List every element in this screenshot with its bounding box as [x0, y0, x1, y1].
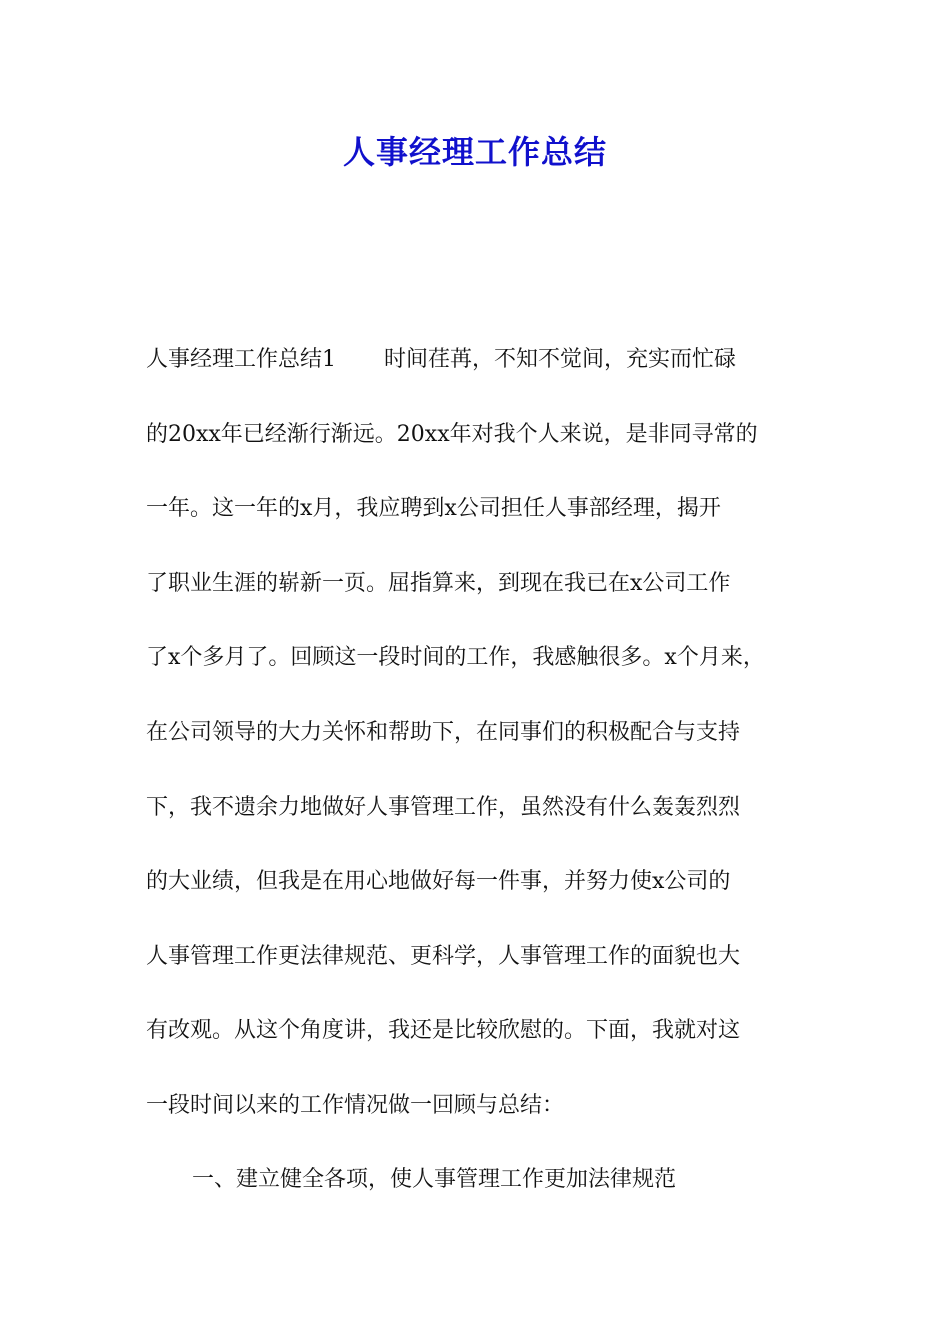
paragraph-line-3: 一年。这一年的x月，我应聘到x公司担任人事部经理，揭开 [146, 496, 721, 522]
paragraph-line-11: 一段时间以来的工作情况做一回顾与总结： [146, 1092, 565, 1118]
paragraph-line-2: 的20xx年已经渐行渐远。20xx年对我个人来说，是非同寻常的 [146, 421, 758, 447]
paragraph-line-1 [146, 340, 818, 415]
paragraph-line-8: 的大业绩，但我是在用心地做好每一件事，并努力使x公司的 [146, 869, 731, 895]
paragraph-line-7: 下，我不遗余力地做好人事管理工作，虽然没有什么轰轰烈烈 [146, 794, 741, 820]
subtitle: 人事经理工作总结1 [146, 347, 336, 372]
paragraph-line-10: 有改观。从这个角度讲，我还是比较欣慰的。下面，我就对这 [146, 1018, 741, 1044]
body-paragraph [146, 340, 818, 1161]
section-heading: 一、建立健全各项，使人事管理工作更加法律规范 [192, 1167, 677, 1192]
paragraph-line-1-text: 时间荏苒，不知不觉间，充实而忙碌 [384, 347, 737, 372]
paragraph-line-9: 人事管理工作更法律规范、更科学，人事管理工作的面貌也大 [146, 943, 741, 969]
paragraph-line-4: 了职业生涯的崭新一页。屈指算来，到现在我已在x公司工作 [146, 570, 731, 596]
document-title: 人事经理工作总结 [342, 133, 607, 171]
paragraph-line-5: 了x个多月了。回顾这一段时间的工作，我感触很多。x个月来， [146, 645, 765, 671]
paragraph-line-6: 在公司领导的大力关怀和帮助下，在同事们的积极配合与支持 [146, 719, 741, 745]
